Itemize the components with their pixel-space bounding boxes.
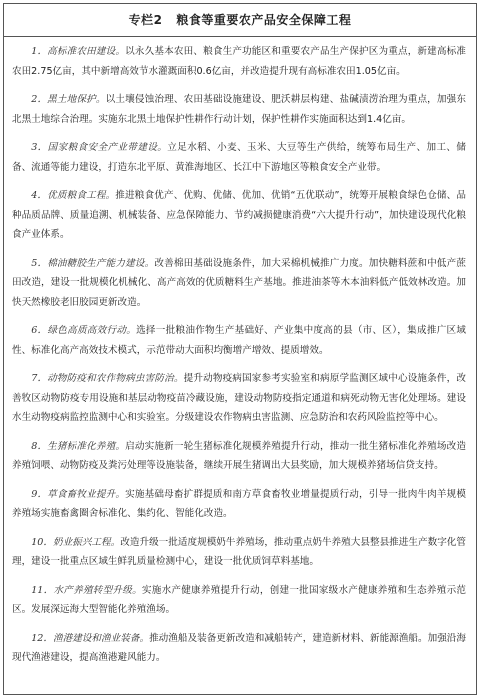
- item-text: 以土壤侵蚀治理、农田基础设施建设、肥沃耕层构建、盐碱渍涝治理为重点，加强东北黑土地综合治理。实施东北黑土地保护性耕作行动计划，保护性耕作实施面积达到1.4亿亩。: [12, 94, 467, 125]
- item-text: 立足水稻、小麦、玉米、大豆等生产供给，统筹布局生产、加工、储备、流通等能力建设，打造东北平原、黄淮海地区、长江中下游地区等粮食安全产业带。: [12, 142, 466, 173]
- list-item: [12, 533, 466, 572]
- item-text: 改善棉田基础设施条件，加大采棉机械推广力度。加快糖料蔗和中低产蔗田改造，建设一批规模化机械化、高产高效的优质糖料生产基地。推进油茶等木本油料低产低效林改造。加快天然橡胶老旧胶园更新改造。: [12, 257, 466, 308]
- list-item: [12, 485, 466, 524]
- list-item: [12, 369, 466, 428]
- item-text: 实施基础母畜扩群提质和南方草食畜牧业增量提质行动，引导一批肉牛肉羊规模养殖场实施畜禽圈舍标准化、集约化、智能化改造。: [12, 488, 467, 519]
- item-label: 10．奶业振兴工程。: [31, 536, 121, 548]
- item-label: 12．渔港建设和渔业装备。: [31, 632, 150, 644]
- item-label: 9．草食畜牧业提升。: [31, 488, 126, 500]
- list-item: [12, 90, 466, 129]
- item-label: 11．水产养殖转型升级。: [31, 584, 142, 596]
- item-text: 选择一批粮油作物生产基础好、产业集中度高的县（市、区），集成推广区域性、标准化高产高效技术模式，示范带动大面积均衡增产增效、提质增效。: [12, 325, 466, 356]
- item-label: 8．生猪标准化养殖。: [31, 440, 126, 452]
- item-text: 推进粮食优产、优购、优储、优加、优销“五优联动”，统筹开展粮食绿色仓储、品种品质品牌、质量追溯、机械装备、应急保障能力、节约减损健康消费“六大提升行动”，加快建设现代化粮食产业体系。: [12, 190, 466, 240]
- item-list: [12, 42, 466, 677]
- item-label: 7．动物防疫和农作物病虫害防治。: [31, 373, 184, 384]
- list-item: [12, 42, 466, 81]
- list-item: [12, 581, 466, 620]
- item-label: 4．优质粮食工程。: [31, 190, 116, 201]
- item-text: 推动渔船及装备更新改造和减船转产，建造新材料、新能源渔船。加强沿海现代渔港建设，提高渔港避风能力。: [12, 632, 466, 663]
- item-text: 实施水产健康养殖提升行动，创建一批国家级水产健康养殖和生态养殖示范区。发展深远海大型智能化养殖渔场。: [12, 584, 467, 615]
- item-label: 5．棉油糖胶生产能力建设。: [31, 257, 155, 269]
- box-title: 粮食等重要农产品安全保障工程: [176, 13, 352, 27]
- list-item: [12, 629, 466, 668]
- item-text: 改造升级一批适度规模奶牛养殖场，推动重点奶牛养殖大县整县推进生产数字化管理，建设一批重点区域生鲜乳质量检测中心，建设一批优质饲草料基地。: [12, 536, 466, 567]
- box-number: 专栏2: [128, 13, 163, 27]
- list-item: [12, 254, 466, 313]
- item-label: 3．国家粮食安全产业带建设。: [31, 142, 168, 153]
- list-item: [12, 138, 466, 177]
- item-label: 2．黑土地保护。: [31, 94, 106, 105]
- item-text: 启动实施新一轮生猪标准化规模养殖提升行动，推动一批生猪标准化养殖场改造养殖饲喂、动物防疫及粪污处理等设施装备，继续开展生猪调出大县奖励，加大规模养猪场信贷支持。: [12, 440, 467, 471]
- box-title-bar: [4, 4, 476, 37]
- item-label: 1．高标准农田建设。: [31, 46, 126, 57]
- item-text: 以永久基本农田、粮食生产功能区和重要农产品生产保护区为重点，新建高标准农田2.75亿亩，其中新增高效节水灌溉面积0.6亿亩，并改造提升现有高标准农田1.05亿亩。: [12, 46, 467, 77]
- item-label: 6．绿色高质高效行动。: [31, 325, 137, 336]
- list-item: [12, 186, 466, 245]
- item-text: 提升动物疫病国家参考实验室和病原学监测区域中心设施条件，改善牧区动物防疫专用设施和基层动物疫苗冷藏设施，建设动物防疫指定通道和病死动物无害化处理场。建设水生动物疫病监控监测中心和实验室。分级建设农作物病虫害监测、应急防治和农药风险监控等中心。: [12, 373, 466, 423]
- list-item: [12, 321, 466, 360]
- list-item: [12, 437, 466, 476]
- column-box: [3, 3, 477, 695]
